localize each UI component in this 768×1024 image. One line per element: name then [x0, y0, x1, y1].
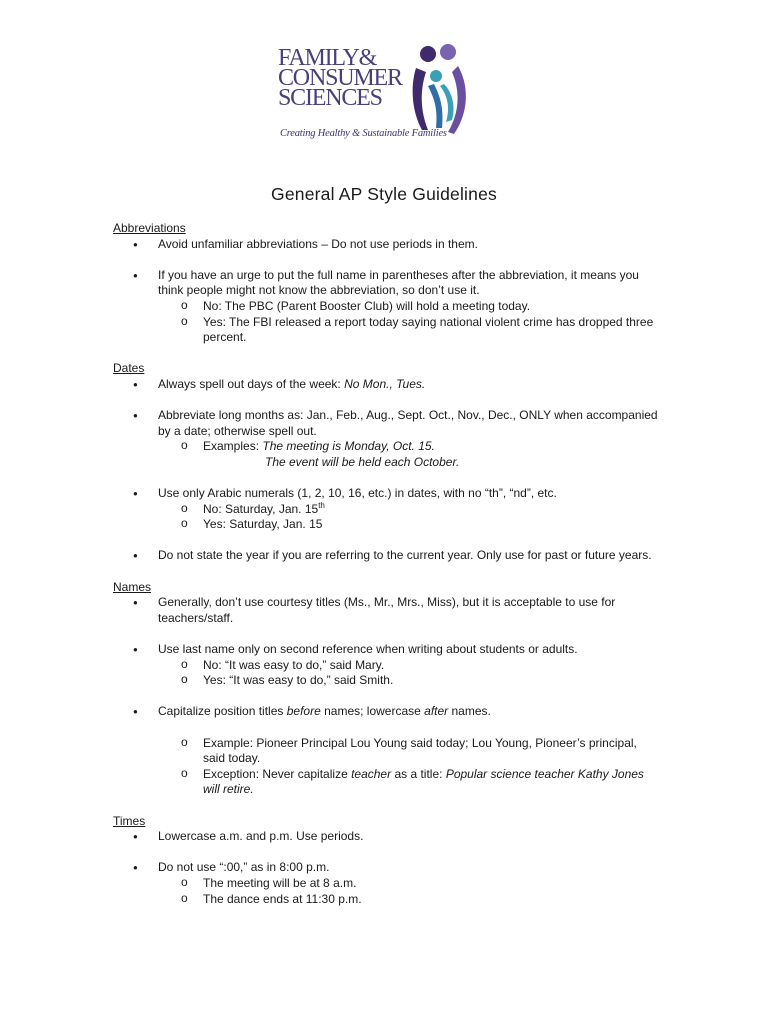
bullet-item: ● Lowercase a.m. and p.m. Use periods. — [113, 829, 658, 845]
sub-bullet-text: No: Saturday, Jan. 15 — [203, 501, 319, 516]
section-heading-times: Times — [113, 813, 146, 828]
sub-bullet-item: o Yes: “It was easy to do,” said Smith. — [113, 673, 658, 689]
bullet-text: names. — [448, 704, 491, 719]
section-heading-abbreviations: Abbreviations — [113, 221, 186, 235]
sub-bullet-item: o No: The PBC (Parent Booster Club) will hold a meeting today. — [113, 299, 658, 315]
example-text: The meeting is Monday, Oct. 15. — [262, 439, 435, 454]
sub-bullet-item: o No: “It was easy to do,” said Mary. — [113, 658, 658, 674]
sub-bullet-item: o Example: Pioneer Principal Lou Young said today; Lou Young, Pioneer’s principal, said today. — [113, 736, 658, 767]
sub-bullet-text: Exception: Never capitalize — [203, 766, 352, 781]
sub-bullet-italic-text: Popular science teacher Kathy Jones will retire. — [203, 766, 644, 797]
bullet-item: ● If you have an urge to put the full name in parentheses after the abbreviation, it means you think people might not know the abbreviation, so don’t use it. — [113, 268, 658, 299]
sub-bullet-item — [113, 502, 658, 518]
sub-bullet-item — [113, 439, 658, 455]
bullet-item: ● Avoid unfamiliar abbreviations – Do not use periods in them. — [113, 237, 658, 253]
bullet-item: ● Use last name only on second reference when writing about students or adults. — [113, 642, 658, 658]
fcs-logo — [278, 42, 493, 142]
sub-bullet-item: o The dance ends at 11:30 p.m. — [113, 892, 658, 908]
section-heading-dates: Dates — [113, 361, 145, 376]
logo-line-3: SCIENCES — [278, 85, 382, 111]
bullet-italic-text: No Mon., Tues. — [344, 376, 426, 391]
bullet-item: ● Use only Arabic numerals (1, 2, 10, 16, etc.) in dates, with no “th”, “nd”, etc. — [113, 486, 658, 502]
bullet-item: ● Do not state the year if you are referring to the current year. Only use for past or future years. — [113, 548, 658, 564]
logo-line-1: FAMILY& — [278, 45, 377, 71]
logo-wordmark — [278, 45, 410, 111]
bullet-item: ● Do not use “:00,” as in 8:00 p.m. — [113, 860, 658, 876]
document-body — [113, 221, 658, 907]
bullet-item: ● Abbreviate long months as: Jan., Feb., Aug., Sept. Oct., Nov., Dec., ONLY when accompanied by a date; otherwise spell out. — [113, 408, 658, 439]
superscript: th — [318, 500, 325, 510]
bullet-item — [113, 704, 658, 720]
bullet-item — [113, 377, 658, 393]
bullet-text: names; lowercase — [320, 704, 425, 719]
sub-bullet-italic-text: teacher — [351, 766, 392, 781]
sub-bullet-item: o Yes: The FBI released a report today saying national violent crime has dropped three percent. — [113, 315, 658, 346]
example-continuation — [113, 455, 658, 471]
bullet-italic-text: after — [424, 704, 449, 719]
sub-bullet-item — [113, 767, 658, 798]
bullet-text: Always spell out days of the week: — [158, 376, 345, 391]
bullet-text: Capitalize position titles — [158, 704, 287, 719]
examples-label: Examples: — [203, 439, 263, 454]
sub-bullet-item: o Yes: Saturday, Jan. 15 — [113, 517, 658, 533]
logo-tagline: Creating Healthy & Sustainable Families — [280, 128, 447, 139]
bullet-italic-text: before — [286, 704, 321, 719]
page-title: General AP Style Guidelines — [271, 184, 497, 204]
family-figures-icon — [408, 42, 472, 137]
logo-line-2: CONSUMER — [278, 65, 402, 91]
example-text: The event will be held each October. — [265, 454, 460, 469]
section-heading-names: Names — [113, 579, 152, 594]
sub-bullet-item: o The meeting will be at 8 a.m. — [113, 876, 658, 892]
bullet-item: ● Generally, don’t use courtesy titles (Ms., Mr., Mrs., Miss), but it is acceptable to use for teachers/staff. — [113, 595, 658, 626]
sub-bullet-text: as a title: — [391, 766, 446, 781]
